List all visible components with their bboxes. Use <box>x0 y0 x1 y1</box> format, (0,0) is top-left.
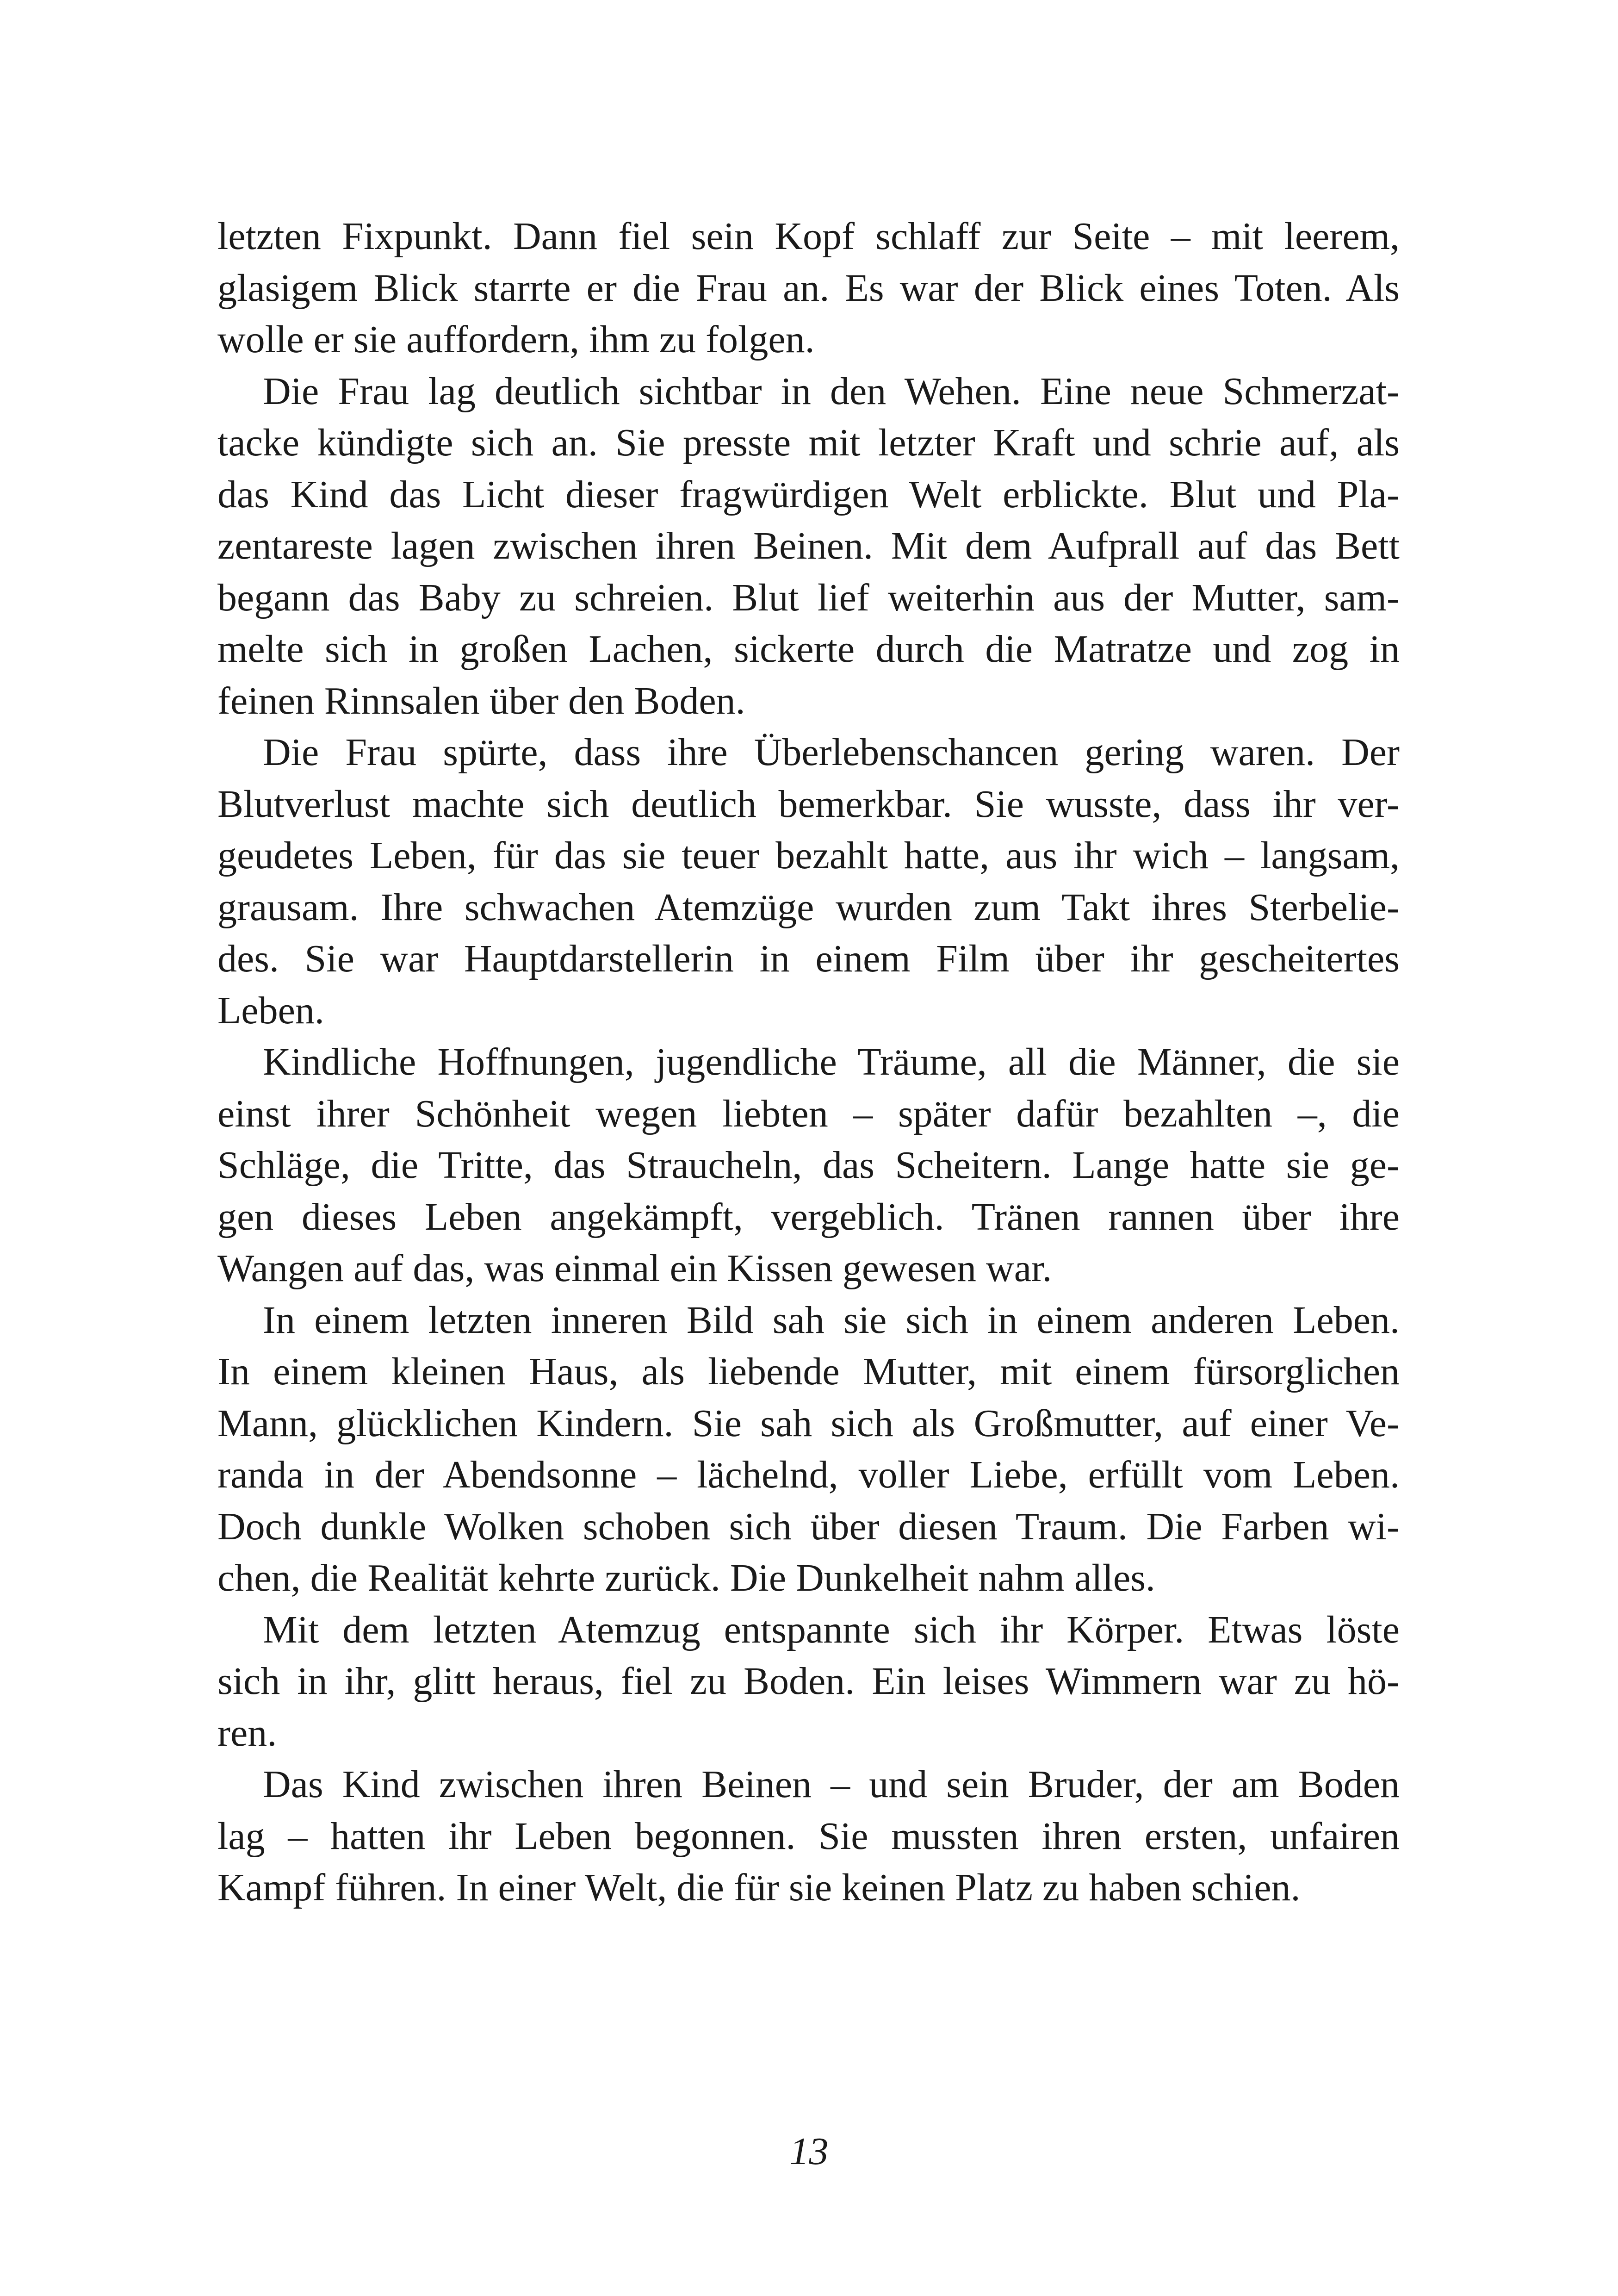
body-text <box>217 211 1400 1914</box>
text-line: Die Frau lag deutlich sichtbar in den Wehen. Eine neue Schmerzat- <box>263 369 1400 413</box>
text-line: In einem kleinen Haus, als liebende Mutter, mit einem fürsorglichen <box>217 1350 1400 1393</box>
text-line: randa in der Abendsonne – lächelnd, voller Liebe, erfüllt vom Leben. <box>217 1453 1400 1496</box>
paragraph <box>217 1604 1400 1759</box>
paragraph <box>217 1036 1400 1294</box>
text-line: Mann, glücklichen Kindern. Sie sah sich als Großmutter, auf einer Ve- <box>217 1401 1400 1445</box>
text-line: gen dieses Leben angekämpft, vergeblich. Tränen rannen über ihre <box>217 1195 1400 1238</box>
text-line: Blutverlust machte sich deutlich bemerkbar. Sie wusste, dass ihr ver- <box>217 782 1400 826</box>
text-line: glasigem Blick starrte er die Frau an. Es war der Blick eines Toten. Als <box>217 266 1400 310</box>
text-line: letzten Fixpunkt. Dann fiel sein Kopf schlaff zur Seite – mit leerem, <box>217 215 1400 258</box>
text-line: zentareste lagen zwischen ihren Beinen. Mit dem Aufprall auf das Bett <box>217 524 1400 567</box>
paragraph <box>217 727 1400 1036</box>
text-line: begann das Baby zu schreien. Blut lief weiterhin aus der Mutter, sam- <box>217 576 1400 619</box>
text-line: Doch dunkle Wolken schoben sich über diesen Traum. Die Farben wi- <box>217 1505 1400 1548</box>
text-line: chen, die Realität kehrte zurück. Die Dunkelheit nahm alles. <box>217 1556 1155 1599</box>
text-line: Kampf führen. In einer Welt, die für sie keinen Platz zu haben schien. <box>217 1866 1301 1909</box>
text-line: Leben. <box>217 989 324 1032</box>
text-line: Mit dem letzten Atemzug entspannte sich ihr Körper. Etwas löste <box>263 1608 1400 1651</box>
text-line: grausam. Ihre schwachen Atemzüge wurden zum Takt ihres Sterbelie- <box>217 885 1400 929</box>
text-line: sich in ihr, glitt heraus, fiel zu Boden. Ein leises Wimmern war zu hö- <box>217 1660 1400 1703</box>
text-line: In einem letzten inneren Bild sah sie sich in einem anderen Leben. <box>263 1298 1400 1342</box>
text-line: geudetes Leben, für das sie teuer bezahlt hatte, aus ihr wich – langsam, <box>217 834 1400 877</box>
paragraph <box>217 1759 1400 1914</box>
text-line: tacke kündigte sich an. Sie presste mit letzter Kraft und schrie auf, als <box>217 421 1400 464</box>
text-line: einst ihrer Schönheit wegen liebten – später dafür bezahlten –, die <box>217 1092 1400 1135</box>
text-line: des. Sie war Hauptdarstellerin in einem Film über ihr gescheitertes <box>217 937 1400 980</box>
text-line: Das Kind zwischen ihren Beinen – und sein Bruder, der am Boden <box>263 1763 1400 1806</box>
page-number: 13 <box>789 2130 829 2173</box>
text-line: Schläge, die Tritte, das Straucheln, das Scheitern. Lange hatte sie ge- <box>217 1144 1400 1187</box>
paragraph <box>217 366 1400 727</box>
text-line: wolle er sie auffordern, ihm zu folgen. <box>217 318 815 361</box>
paragraph <box>217 211 1400 366</box>
text-line: Die Frau spürte, dass ihre Überlebenschancen gering waren. Der <box>263 731 1400 774</box>
text-line: ren. <box>217 1711 277 1755</box>
text-line: Kindliche Hoffnungen, jugendliche Träume, all die Männer, die sie <box>263 1040 1400 1083</box>
text-line: lag – hatten ihr Leben begonnen. Sie mussten ihren ersten, unfairen <box>217 1814 1400 1858</box>
paragraph <box>217 1294 1400 1604</box>
text-line: das Kind das Licht dieser fragwürdigen Welt erblickte. Blut und Pla- <box>217 473 1400 516</box>
text-line: feinen Rinnsalen über den Boden. <box>217 679 745 722</box>
text-line: melte sich in großen Lachen, sickerte durch die Matratze und zog in <box>217 628 1400 671</box>
text-line: Wangen auf das, was einmal ein Kissen gewesen war. <box>217 1247 1052 1290</box>
